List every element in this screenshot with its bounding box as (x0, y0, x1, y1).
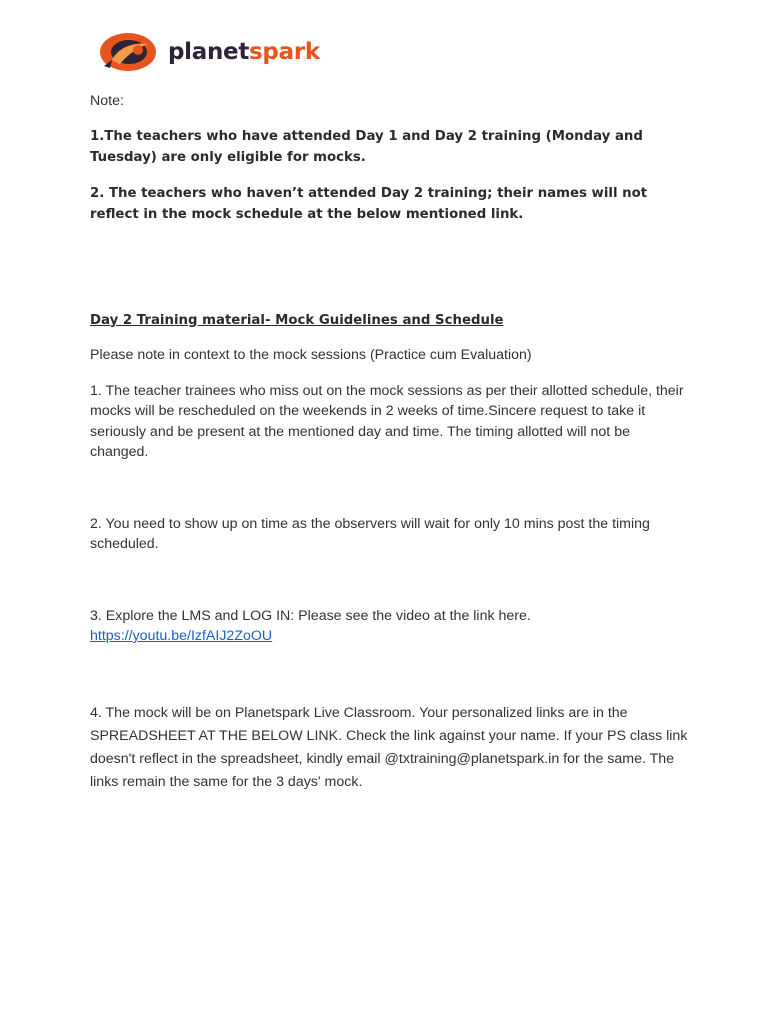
logo-word-planet: planet (168, 39, 250, 65)
logo-word-spark: spark (249, 39, 320, 65)
guideline-item-2: 2. You need to show up on time as the observers will wait for only 10 mins post the timing scheduled. (90, 515, 650, 552)
section-intro: Please note in context to the mock sessions (Practice cum Evaluation) (90, 347, 532, 363)
planetspark-logo (98, 30, 320, 74)
logo-wordmark (168, 41, 320, 64)
note-label: Note: (90, 93, 124, 109)
guideline-item-3: 3. Explore the LMS and LOG IN: Please see the video at the link here. (90, 607, 531, 624)
note-point-1: 1.The teachers who have attended Day 1 and Day 2 training (Monday and Tuesday) are only eligible for mocks. (90, 128, 643, 165)
note-point-2: 2. The teachers who haven’t attended Day 2 training; their names will not reflect in the mock schedule at the below mentioned link. (90, 185, 648, 222)
document-body (90, 91, 690, 794)
section-heading: Day 2 Training material- Mock Guidelines and Schedule (90, 312, 504, 328)
guideline-item-4: 4. The mock will be on Planetspark Live Classroom. Your personalized links are in the SPREADSHEET AT THE BELOW LINK. Check the link against your name. If your PS class link doesn't reflect in the spreadsheet, kindly email @txtraining@planetspark.in for the same. The links remain the same for the 3 days' mock. (90, 704, 688, 790)
planet-rocket-icon (98, 30, 158, 74)
guideline-item-1: 1. The teacher trainees who miss out on the mock sessions as per their allotted schedule, their mocks will be rescheduled on the weekends in 2 weeks of time.Sincere request to take it seriously and be present at the mentioned day and time. The timing allotted will not be changed. (90, 382, 684, 460)
youtube-video-link[interactable]: https://youtu.be/IzfAIJ2ZoOU (90, 628, 273, 644)
